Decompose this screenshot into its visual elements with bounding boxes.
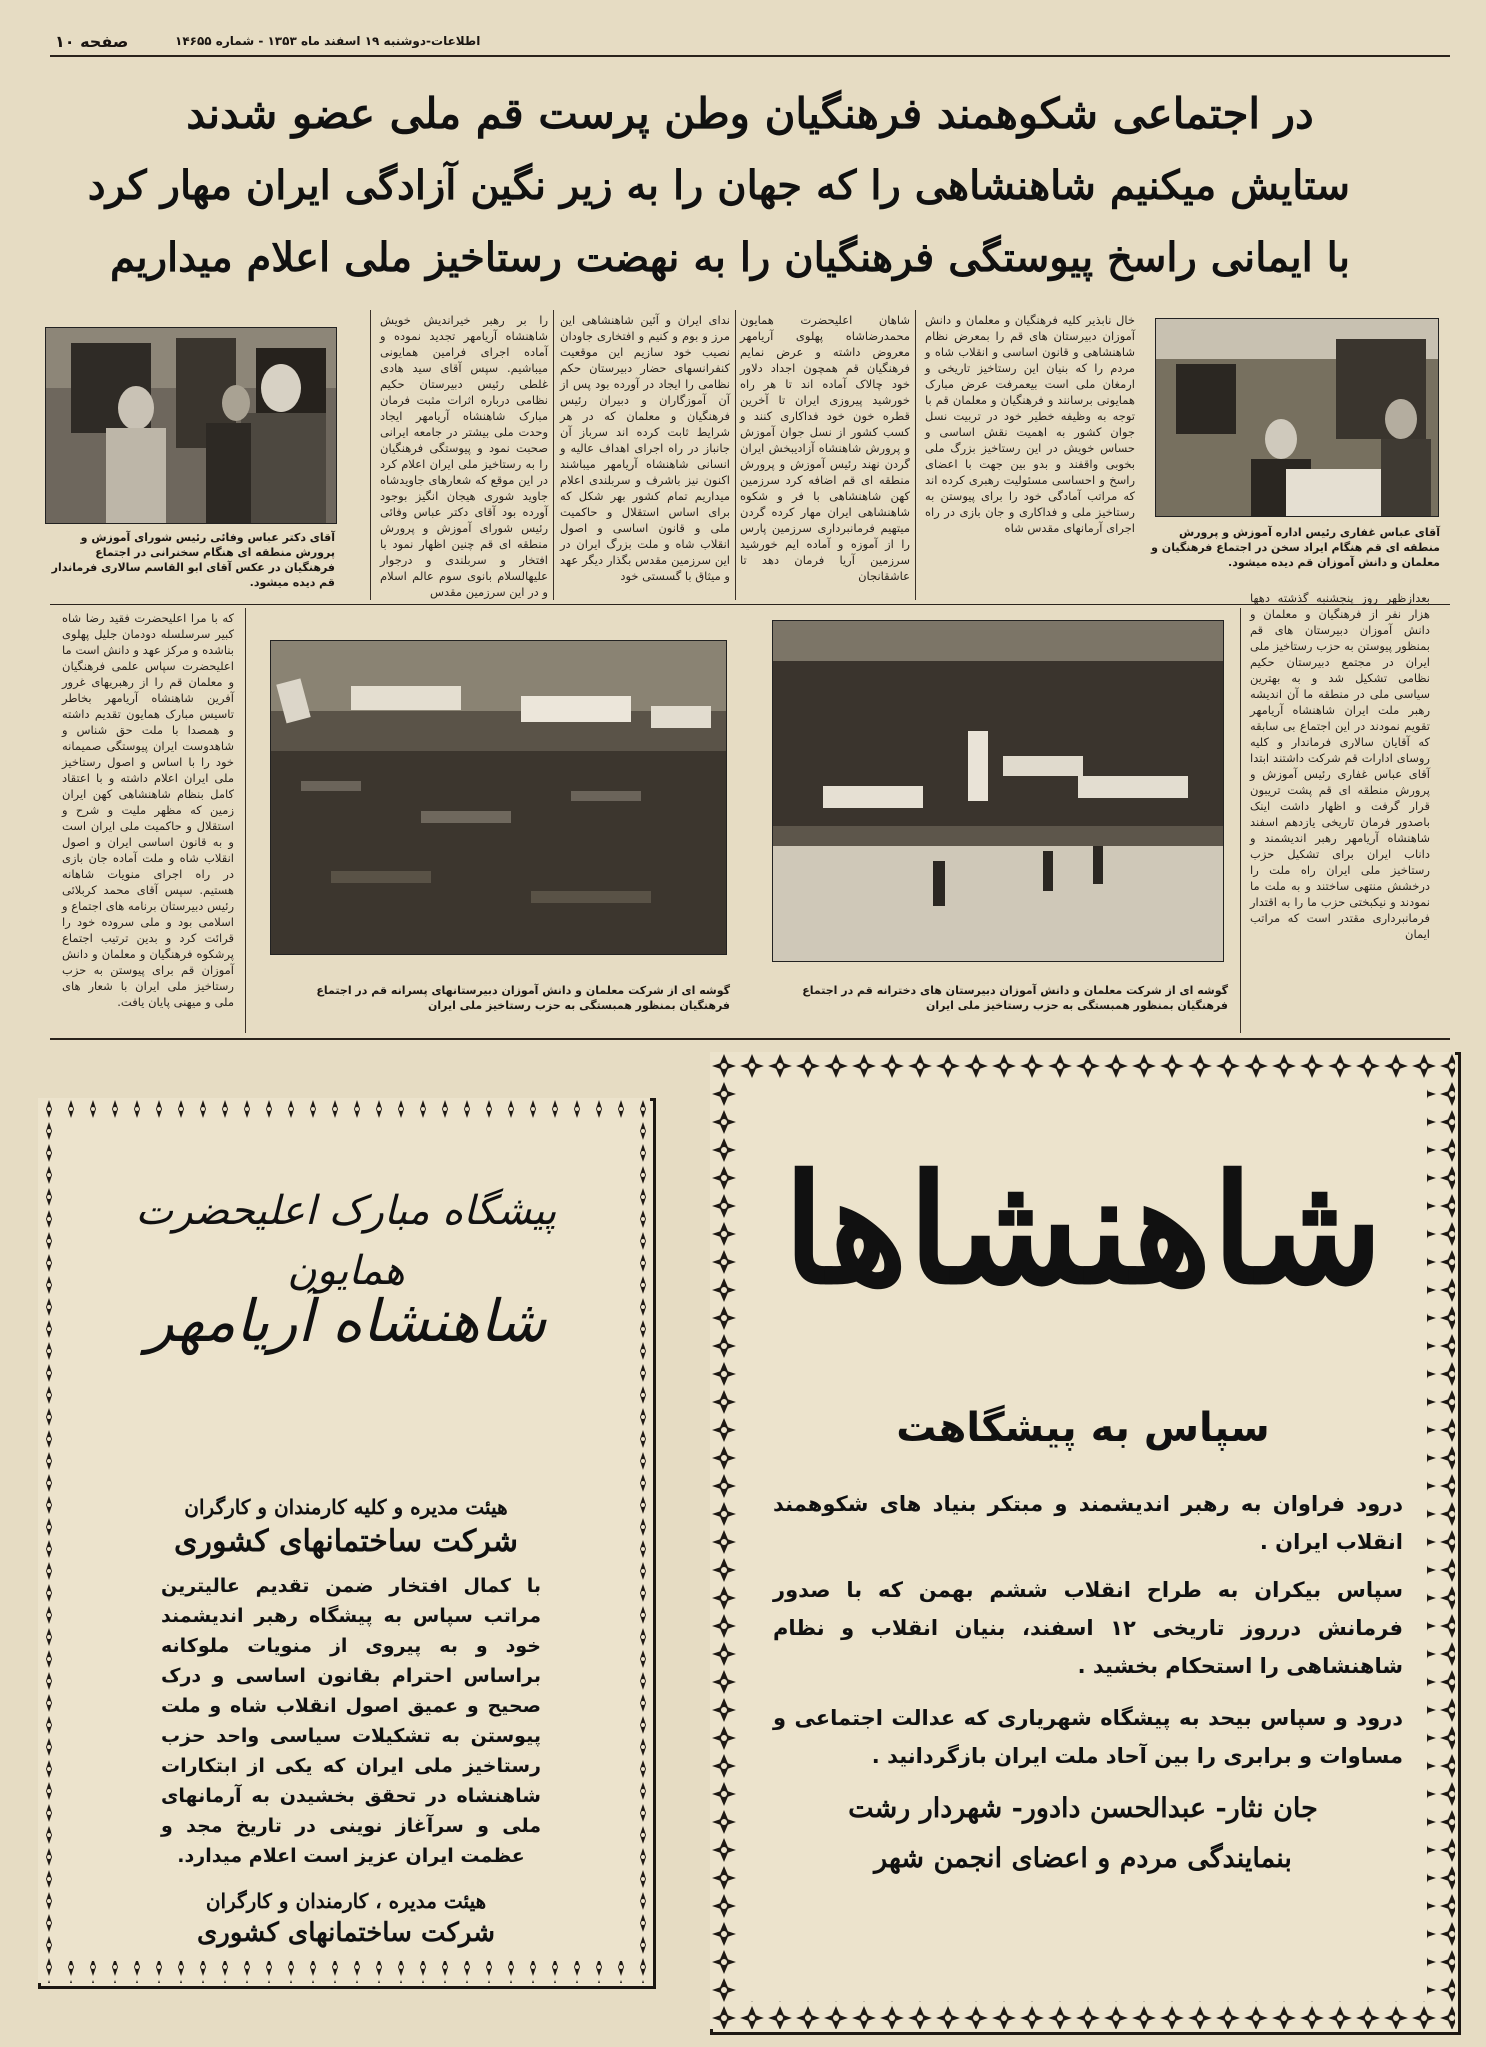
- ad-left-box: [38, 1098, 656, 1989]
- photo-caption-left: آقای دکتر عباس وفائی رئیس شورای آموزش و پرورش منطقه ای هنگام سخنرانی در اجتماع فرهنگیان در عکس آقای ابو القاسم سالاری فرماندار قم دیده میشود.: [51, 531, 335, 589]
- headline-1: در اجتماعی شکوهمند فرهنگیان وطن پرست قم ملی عضو شدند: [186, 89, 1314, 138]
- photo-crowd-left-caption: گوشه ای از شرکت معلمان و دانش آموزان دبیرستانهای پسرانه قم در اجتماع فرهنگیان بمنظور همبستگی به حزب رستاخیز ملی ایران: [316, 984, 730, 1012]
- headline-2: ستایش میکنیم شاهنشاهی را که جهان را به زیر نگین آزادگی ایران مهار کرد: [87, 162, 1350, 209]
- masthead-rule: [50, 55, 1450, 57]
- ad-left-company: شرکت ساختمانهای کشوری: [174, 1524, 518, 1559]
- ad-right-box: [710, 1052, 1461, 2035]
- column-divider: [245, 608, 246, 1033]
- photo-speaker-left: [45, 327, 337, 524]
- photo-crowd-right: [772, 620, 1224, 962]
- ad-left-title-2: شاهنشاه آریامهر: [145, 1287, 547, 1355]
- photo-speaker-right: [1155, 318, 1439, 517]
- ad-left-signature-1: هیئت مدیره ، کارمندان و کارگران: [205, 1889, 487, 1913]
- column-divider: [553, 310, 554, 600]
- column-divider: [370, 310, 371, 600]
- ad-left-body: با کمال افتخار ضمن تقدیم عالیترین مراتب سپاس به پیشگاه رهبر اندیشمند خود و به پیروی از منویات ملوکانه براساس احترام بقانون اساسی و درک صحیح و عمیق اصول انقلاب شاه و ملت پیوستن به تشکیلات سیاسی واحد حزب رستاخیز ملی ایران که یکی از ابتکارات شاهنشاه در تحقق بخشیدن به آرمانهای ملی و سرآغاز نوینی در تاریخ مجد و عظمت ایران عزیز است اعلام میدارد.: [161, 1575, 541, 1867]
- ad-right-title: شاهنشاها: [782, 1142, 1384, 1318]
- top-column-1: خال نابذیر کلیه فرهنگیان و معلمان و دانش آموزان دبیرستان های قم را بمعرض نظام شاهنشاهی و قانون اساسی و انقلاب شاه و مردم را که بنیان این رستاخیز تاریخی و ارمغان ملی است بیعمرفت عرض مبارک همایونی برسانند و فرهنگیان و معلمان قم با توجه به وظیفه خطیر خود در تربیت نسل جوان کشور به اهمیت نقش اساسی و حساس خویش در این رستاخیز بزرگ ملی بخوبی واقفند و بدو بین جهت با اعضای راسخ و احساسی مسئولیت رهبری کرده اند که مراتب آمادگی خود را برای پیوستن به رستاخیز ملی و فداکاری و جان بازی در راه اجرای آرمانهای مقدس شاه: [925, 313, 1135, 535]
- column-divider: [735, 310, 736, 600]
- ad-left-signature-2: شرکت ساختمانهای کشوری: [196, 1918, 496, 1948]
- mid-column-left: که با مرا اعلیحضرت فقید رضا شاه کبیر سرسلسله دودمان جلیل پهلوی بناشده و مرکز عهد و دانش است ما اعلیحضرت سپاس علمی فرهنگیان و معلمان قم را از رهبریهای غرور آفرین شاهنشاه آریامهر بخاطر تاسیس مبارک همایون تقدیم داشته و همصدا با ملت حق شناس و شاهدوست ایران پیوستگی صمیمانه خود را با اساس و اصول رستاخیز ملی ایران اعلام داشته و با اعتقاد کامل بنظام شاهنشاهی کهن ایران زمین که مظهر ملیت و شرح و استقلال و حاکمیت ملی ایران است و به قانون اساسی ایران و اصول انقلاب شاه و ملت آماده جان بازی در راه اجرای منویات شاهانه هستیم. سپس آقای محمد کربلائی رئیس دبیرستان برنامه های اجتماع و اسلامی بود و ملی سروده خود را قرائت کرد و بدین ترتیب اجتماع پرشکوه فرهنگیان و معلمان و دانش آموزان قم برای پیوستن به حزب رستاخیز ملی ایران با شعار های ملی و میهنی پایان یافت.: [62, 611, 234, 1009]
- mid-column-right: بعدازظهر روز پنجشنبه گذشته دهها هزار نفر از فرهنگیان و معلمان و دانش آموزان دبیرستان های قم بمنظور پیوستن به حزب رستاخیز ملی ایران در مجتمع دبیرستان حکیم نظامی تشکیل شد و به بهترین سیاسی ملی در منطقه ما آن اندیشه رهبر ملت ایران شاهنشاه آریامهر تقویم نمودند در این اجتماع بی سابقه که آقایان سالاری فرماندار و کلیه روسای ادارات قم شرکت داشتند ابتدا آقای عباس غفاری رئیس آموزش و پرورش منطقه ای قم پشت تریبون قرار گرفت و اظهار داشت اینک باصدور فرمان تاریخی یازدهم اسفند شاهنشاه آریامهر رهبر اندیشمند و داناب ایران برای تشکیل حزب رستاخیز ملی ایران راه ملت را درخشش منتهی ساختند و به ملت ما نمودند و نیکبختی حزب ما را به اقتدار فرمانبرداری مقتدر است که مراتب ایمان: [1250, 591, 1430, 941]
- ad-right-subtitle: سپاس به پیشگاهت: [896, 1405, 1270, 1451]
- page-number: صفحه ۱۰: [55, 32, 129, 51]
- photo-caption-right: آقای عباس غفاری رئیس اداره آموزش و پرورش منطقه ای قم هنگام ایراد سخن در اجتماع فرهنگیان و معلمان و دانش آموزان قم دیده میشود.: [1151, 526, 1440, 569]
- ad-right-para-3: درود و سپاس بیحد به پیشگاه شهریاری که عدالت اجتماعی و مساوات و برابری را بین آحاد ملت ایران بازگردانید .: [773, 1706, 1403, 1768]
- top-column-3: ندای ایران و آئین شاهنشاهی این مرز و بوم و کنیم و افتخاری جاودان نصیب خود سازیم این موقعیت کنفرانسهای حضار دبیرستان حکم نظامی را ایجاد در آورده بود پس از آن آموزگاران و دبیران رئیس فرهنگیان و معلمان که در هر شرایط ثابت کرده اند سرباز آن جانباز در راه اجرای اهداف عالیه و انسانی شاهنشاه آریامهر میباشند اکنون نیز باشرف و سربلندی اعلام میداریم تمام کشور بهر شکل که برای اساس استقلال و حاکمیت ملی و قانون اساسی و اصول انقلاب شاه و ملت بزرگ ایران در این سرزمین مقدس بگذار دیگر عهد و میثاق با گسستی خود: [560, 313, 730, 583]
- ad-right-signature-1: جان نثار- عبدالحسن دادور- شهردار رشت: [848, 1793, 1318, 1824]
- top-column-2: شاهان اعلیحضرت همایون محمدرضاشاه پهلوی آریامهر معروض داشته و عرض نمایم فرهنگیان قم همچون اجداد دلاور خود چالاک آماده اند تا هر راه خورشید پیروزی ایران تا آخرین قطره خون خود فداکاری کنند و کسب کشور از نسل جوان آموزش و پرورش شاهنشاه آزادیبخش ایران گردن نهند رئیس آموزش و پرورش منطقه ای قم اضافه کرد سرزمین کهن شاهنشاهی با فر و شکوه شاهنشاهی ایران مهار کرده گردن میتهیم فرمانبرداری سرزمین پارس را از آموزه و آماده ایم خورشید سرزمین آریا فرمان دهد تا عاشقانجان: [740, 313, 910, 583]
- photo-crowd-right-caption: گوشه ای از شرکت معلمان و دانش آموزان دبیرستان های دخترانه قم در اجتماع فرهنگیان بمنظور همبستگی به حزب رستاخیز ملی ایران: [802, 984, 1228, 1012]
- column-divider: [1240, 608, 1241, 1033]
- section-rule: [50, 604, 1450, 605]
- photo-crowd-left: [270, 640, 727, 955]
- ad-left-from-line: هیئت مدیره و کلیه کارمندان و کارگران: [184, 1495, 508, 1519]
- issue-line: اطلاعات-دوشنبه ۱۹ اسفند ماه ۱۳۵۳ - شماره ۱۴۶۵۵: [175, 34, 481, 48]
- column-divider: [915, 310, 916, 600]
- ad-right-para-1: درود فراوان به رهبر اندیشمند و مبتکر بنیاد های شکوهمند انقلاب ایران .: [773, 1492, 1403, 1554]
- section-rule: [50, 1038, 1450, 1040]
- ad-right-para-2: سپاس بیکران به طراح انقلاب ششم بهمن که با صدور فرمانش درروز تاریخی ۱۲ اسفند، بنیان انقلاب و نظام شاهنشاهی را استحکام بخشید .: [773, 1578, 1403, 1678]
- top-column-4: را بر رهبر خیراندیش خویش شاهنشاه آریامهر تجدید نموده و آماده اجرای فرامین همایونی میباشیم. سپس آقای سید هادی غلطی رئیس دبیرستان حکیم نظامی درباره اثرات مثبت فرمان مبارک شاهنشاه آریامهر ایجاد وحدت ملی بیشتر در جامعه ایرانی صحبت نمود و پیوستگی فرهنگیان را به رستاخیز ملی ایران اعلام کرد در این موقع که شعارهای جاویدشاه جاوید شوری هیجان انگیز بوجود آورده بود آقای دکتر عباس وفائی رئیس شورای آموزش و پرورش منطقه ای قم چنین اظهار نمود با افتخار و سربلندی و درجوار علیهالسلام بانوی سوم عالم اسلام و در این سرزمین مقدس: [380, 313, 548, 599]
- ad-right-signature-2: بنمایندگی مردم و اعضای انجمن شهر: [874, 1843, 1292, 1874]
- headline-3: با ایمانی راسخ پیوستگی فرهنگیان را به نهضت رستاخیز ملی اعلام میداریم: [109, 234, 1350, 281]
- ad-left-title-1: پیشگاه مبارک اعلیحضرت همایون: [135, 1188, 557, 1294]
